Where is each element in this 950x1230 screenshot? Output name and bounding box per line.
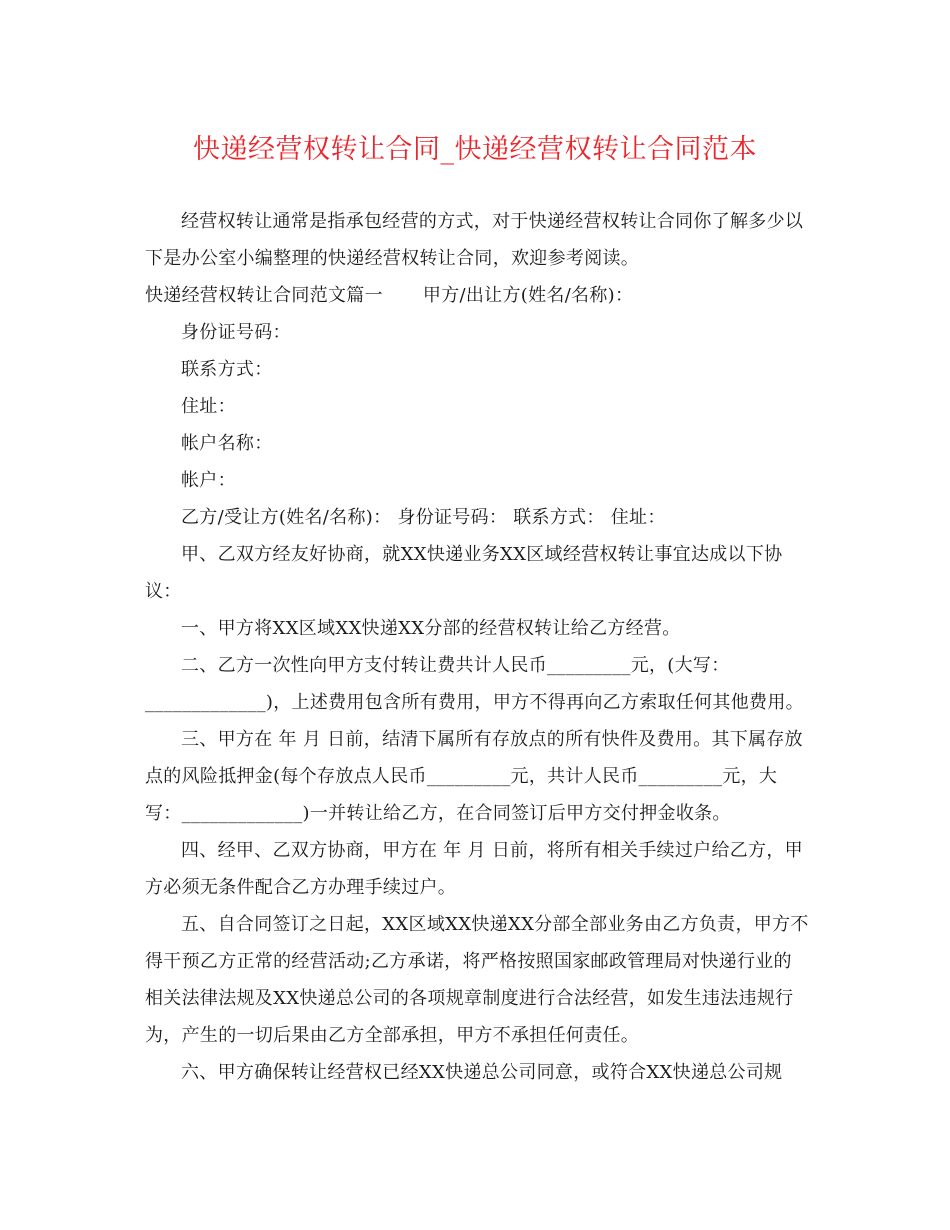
sample-heading-line	[145, 277, 810, 314]
document-title: 快递经营权转让合同_快递经营权转让合同范本	[193, 134, 757, 165]
clause-2: 二、乙方一次性向甲方支付转让费共计人民币_________元，(大写：_____________)，上述费用包含所有费用，甲方不得再向乙方索取任何其他费用。	[145, 655, 804, 713]
party-a-account-name-field: 帐户名称：	[181, 433, 273, 454]
party-a-account-field: 帐户：	[181, 470, 236, 491]
party-a-address-field: 住址：	[181, 396, 236, 417]
document-body	[145, 203, 810, 1091]
clause-4: 四、经甲、乙双方协商，甲方在 年 月 日前，将所有相关手续过户给乙方，甲方必须无条件配合乙方办理手续过户。	[145, 840, 803, 898]
clause-5: 五、自合同签订之日起，XX区域XX快递XX分部全部业务由乙方负责，甲方不得干预乙方正常的经营活动;乙方承诺，将严格按照国家邮政管理局对快递行业的相关法律法规及XX快递总公司的各项规章制度进行合法经营，如发生违法违规行为，产生的一切后果由乙方全部承担，甲方不承担任何责任。	[145, 914, 809, 1046]
clause-6: 六、甲方确保转让经营权已经XX快递总公司同意，或符合XX快递总公司规	[181, 1062, 783, 1083]
preamble-paragraph: 甲、乙双方经友好协商，就XX快递业务XX区域经营权转让事宜达成以下协议：	[145, 544, 783, 602]
party-a-label: 甲方/出让方(姓名/名称)：	[422, 285, 634, 306]
clause-3: 三、甲方在 年 月 日前，结清下属所有存放点的所有快件及费用。其下属存放点的风险抵押金(每个存放点人民币_________元，共计人民币_________元，大写：_____________)一并转让给乙方，在合同签订后甲方交付押金收条。	[145, 729, 803, 824]
sample-heading: 快递经营权转让合同范文篇一	[145, 285, 383, 306]
party-a-contact-field: 联系方式：	[181, 359, 273, 380]
party-b-line: 乙方/受让方(姓名/名称)： 身份证号码： 联系方式： 住址：	[181, 507, 666, 528]
party-a-id-field: 身份证号码：	[181, 322, 291, 343]
clause-1: 一、甲方将XX区域XX快递XX分部的经营权转让给乙方经营。	[181, 618, 681, 639]
intro-paragraph: 经营权转让通常是指承包经营的方式，对于快递经营权转让合同你了解多少以下是办公室小编整理的快递经营权转让合同，欢迎参考阅读。	[145, 211, 804, 269]
